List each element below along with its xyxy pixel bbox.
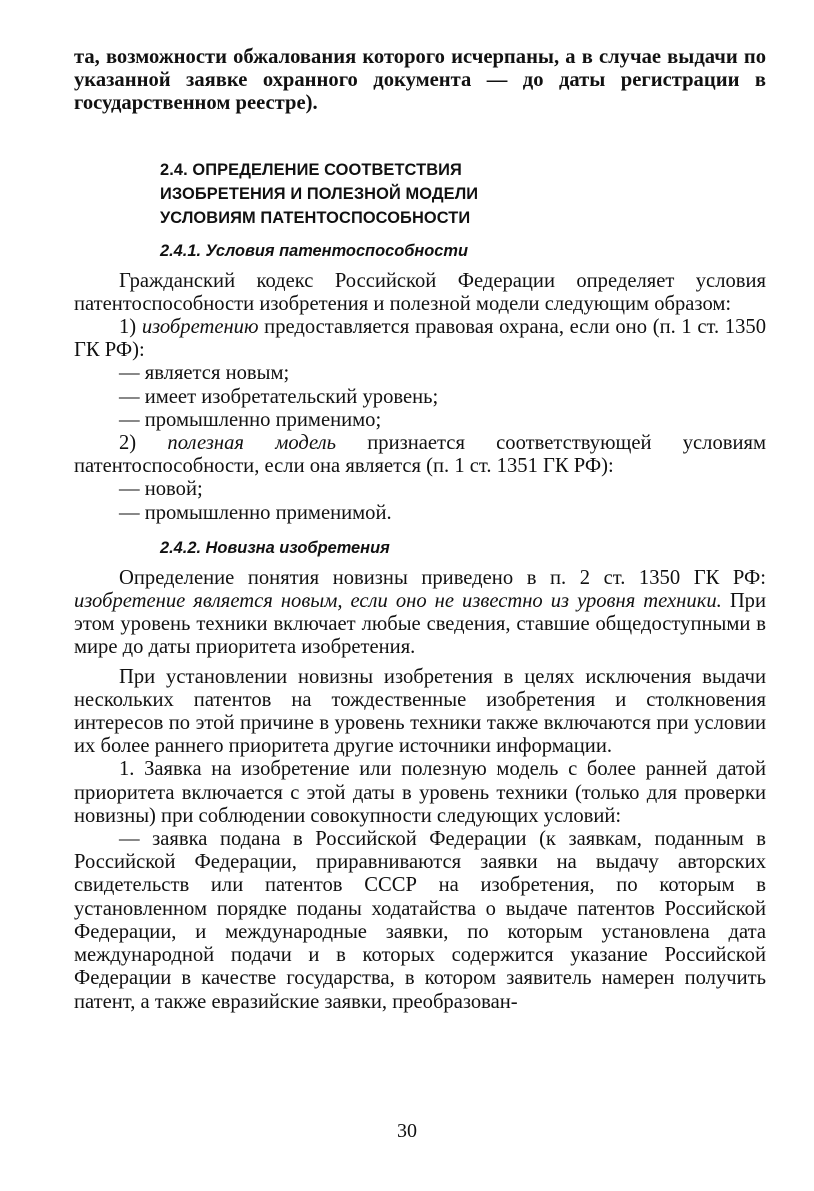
paragraph: — заявка подана в Российской Федерации (к заявкам, поданным в Российской Федерации, приравниваются заявки на выдачу авторских свидетельств или патентов СССР на изобретения, по которым в установленном порядке поданы ходатайства о выдаче патентов Российской Федерации, и международные заявки, по которым установлена дата международной подачи и в которых содержится указание Российской Федерации в качестве государства, в котором заявитель намерен получить патент, а также евразийские заявки, преобразован-	[74, 828, 766, 1013]
paragraph	[74, 316, 766, 362]
paragraph-text: предоставляется правовая охрана, если оно (п. 1 ст. 1350 ГК РФ):	[74, 316, 766, 362]
section-heading-line: ИЗОБРЕТЕНИЯ И ПОЛЕЗНОЙ МОДЕЛИ	[160, 184, 479, 203]
list-item: — является новым;	[119, 362, 290, 385]
section-heading	[160, 158, 766, 230]
section-heading-line: 2.4. ОПРЕДЕЛЕНИЕ СООТВЕТСТВИЯ	[160, 160, 462, 179]
list-item: — имеет изобретательский уровень;	[119, 385, 439, 408]
subsection-heading-conditions: 2.4.1. Условия патентоспособности	[160, 241, 468, 260]
list-item: — промышленно применимой.	[119, 501, 392, 524]
paragraph-text: признается соответствующей условиям патентоспособности, если она является (п. 1 ст. 1351 ГК РФ):	[74, 432, 766, 478]
list-item: — промышленно применимо;	[119, 408, 382, 431]
paragraph: 1. Заявка на изобретение или полезную модель с более ранней датой приоритета включается с этой даты в уровень техники (только для проверки новизны) при соблюдении совокупности следующих условий:	[74, 758, 766, 827]
emphasis: полезная модель	[167, 432, 337, 455]
emphasis: изобретению	[141, 316, 259, 339]
paragraph-text: Определение понятия новизны приведено в п. 2 ст. 1350 ГК РФ:	[119, 566, 766, 589]
paragraph-text: При этом уровень техники включает любые сведения, ставшие общедоступными в мире до даты приоритета изобретения.	[74, 590, 767, 659]
paragraph	[74, 567, 766, 660]
page-content	[74, 46, 766, 1014]
list-number: 2)	[119, 432, 168, 455]
paragraph: При установлении новизны изобретения в целях исключения выдачи нескольких патентов на тождественные изобретения и столкновения интересов по этой причине в уровень техники также включаются при условии их более раннего приоритета другие источники информации.	[74, 665, 766, 758]
page-number: 30	[397, 1120, 417, 1142]
paragraph: Гражданский кодекс Российской Федерации определяет условия патентоспособности изобретения и полезной модели следующим образом:	[74, 269, 766, 315]
paragraph	[74, 432, 766, 478]
section-heading-line: УСЛОВИЯМ ПАТЕНТОСПОСОБНОСТИ	[160, 208, 471, 227]
subsection-heading-novelty: 2.4.2. Новизна изобретения	[160, 538, 390, 557]
carry-over-paragraph: та, возможности обжалования которого исчерпаны, а в случае выдачи по указанной заявке охранного документа — до даты регистрации в государственном реестре).	[74, 46, 766, 115]
emphasis: изобретение является новым, если оно не известно из уровня техники.	[74, 590, 722, 613]
list-item: — новой;	[119, 478, 203, 501]
list-number: 1)	[119, 316, 142, 339]
